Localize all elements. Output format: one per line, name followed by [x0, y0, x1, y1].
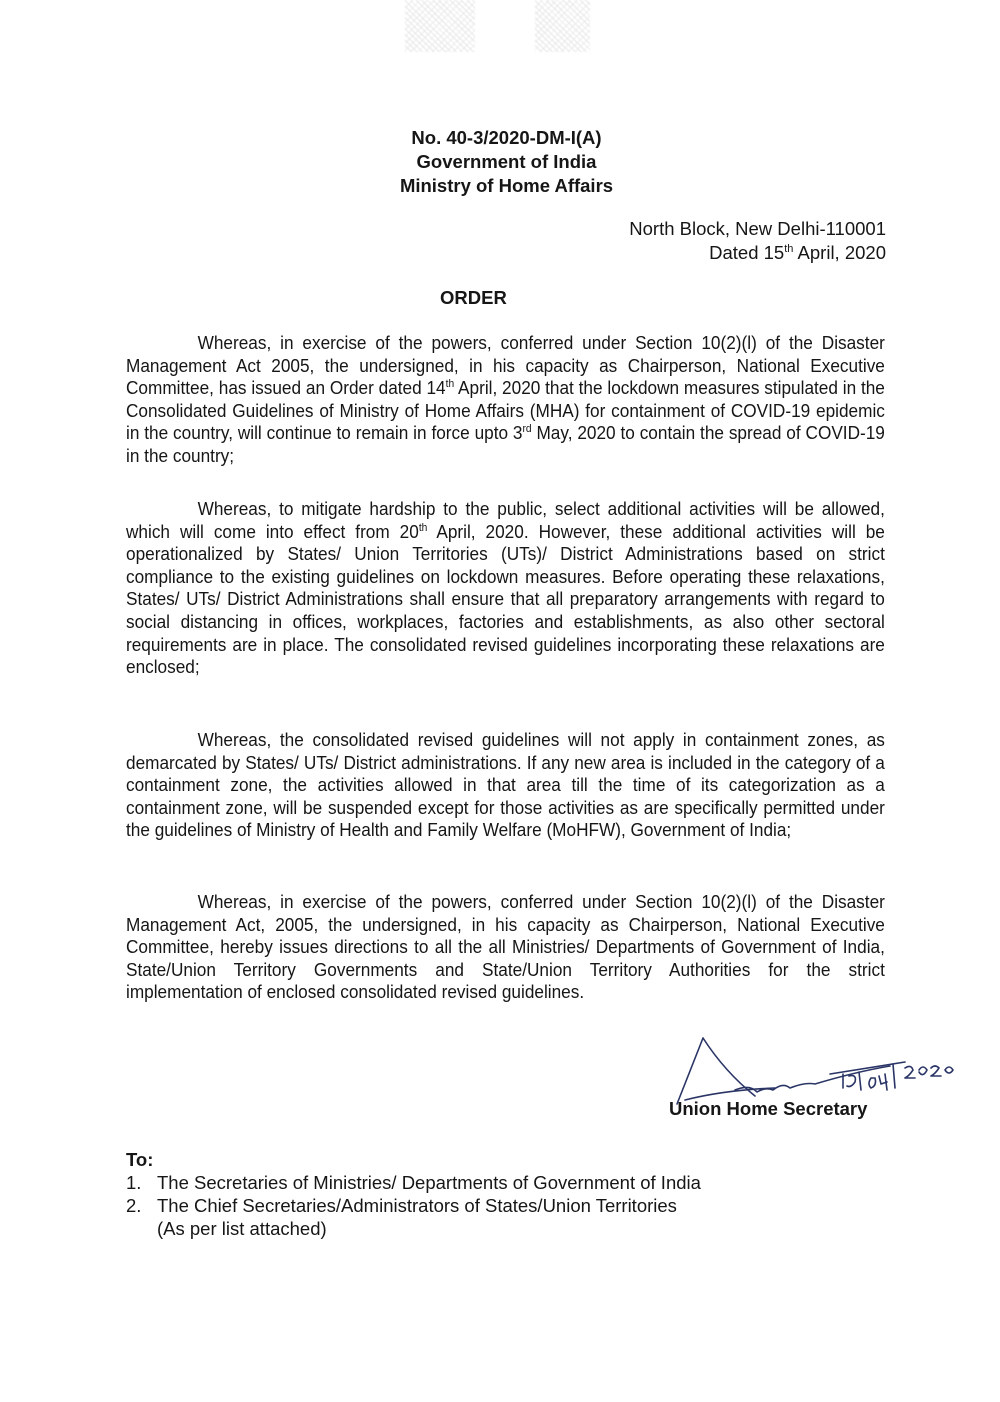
government-name: Government of India [416, 151, 597, 172]
recipients-label: To: [126, 1149, 154, 1170]
paragraph-4: Whereas, in exercise of the powers, conferred under Section 10(2)(l) of the Disaster Management Act, 2005, the undersigned, in his capacity as Chairperson, National Executive Committee, hereby issues directions to all the all Ministries/ Departments of Government of India, State/Union Territory Governments and State/Union Territory Authorities for the strict implementation of enclosed consolidated revised guidelines. [126, 891, 885, 1003]
signatory-title: Union Home Secretary [669, 1098, 868, 1119]
order-title: ORDER [440, 287, 507, 308]
document-date: Dated 15th April, 2020 [709, 242, 886, 263]
ministry-name: Ministry of Home Affairs [399, 175, 614, 196]
recipients-block [126, 1148, 701, 1240]
office-location: North Block, New Delhi-110001 [629, 218, 886, 239]
paragraph-1: Whereas, in exercise of the powers, conferred under Section 10(2)(l) of the Disaster Management Act 2005, the undersigned, in his capacity as Chairperson, National Executive Committee, has issued an Order dated 14th April, 2020 that the lockdown measures stipulated in the Consolidated Guidelines of Ministry of Home Affairs (MHA) for containment of COVID-19 epidemic in the country, will continue to remain in force upto 3rd May, 2020 to contain the spread of COVID-19 in the country; [126, 332, 885, 466]
recipient-note: (As per list attached) [157, 1218, 327, 1239]
faded-stamp-mark [405, 0, 475, 52]
recipient-item: 1. The Secretaries of Ministries/ Departments of Government of India [126, 1172, 701, 1193]
paragraph-2: Whereas, to mitigate hardship to the public, select additional activities will be allowed, which will come into effect from 20th April, 2020. However, these additional activities will be operationalized by States/ Union Territories (UTs)/ District Administrations based on strict compliance to the existing guidelines on lockdown measures. Before operating these relaxations, States/ UTs/ District Administrations shall ensure that all preparatory arrangements with regard to social distancing in offices, workplaces, factories and establishments, as also other sectoral requirements are in place. The consolidated revised guidelines incorporating these relaxations are enclosed; [126, 498, 885, 678]
recipient-item: 2. The Chief Secretaries/Administrators of States/Union Territories [126, 1195, 677, 1216]
file-number: No. 40-3/2020-DM-I(A) [411, 127, 602, 148]
faded-stamp-mark [535, 0, 590, 52]
address-block [629, 217, 886, 265]
paragraph-3: Whereas, the consolidated revised guidelines will not apply in containment zones, as demarcated by States/ UTs/ District administrations. If any new area is included in the category of a containment zone, the activities allowed in that area till the time of its categorization as a containment zone, will be suspended except for those activities as are specifically permitted under the guidelines of Ministry of Health and Family Welfare (MoHFW), Government of India; [126, 729, 885, 841]
document-header [0, 126, 1000, 198]
